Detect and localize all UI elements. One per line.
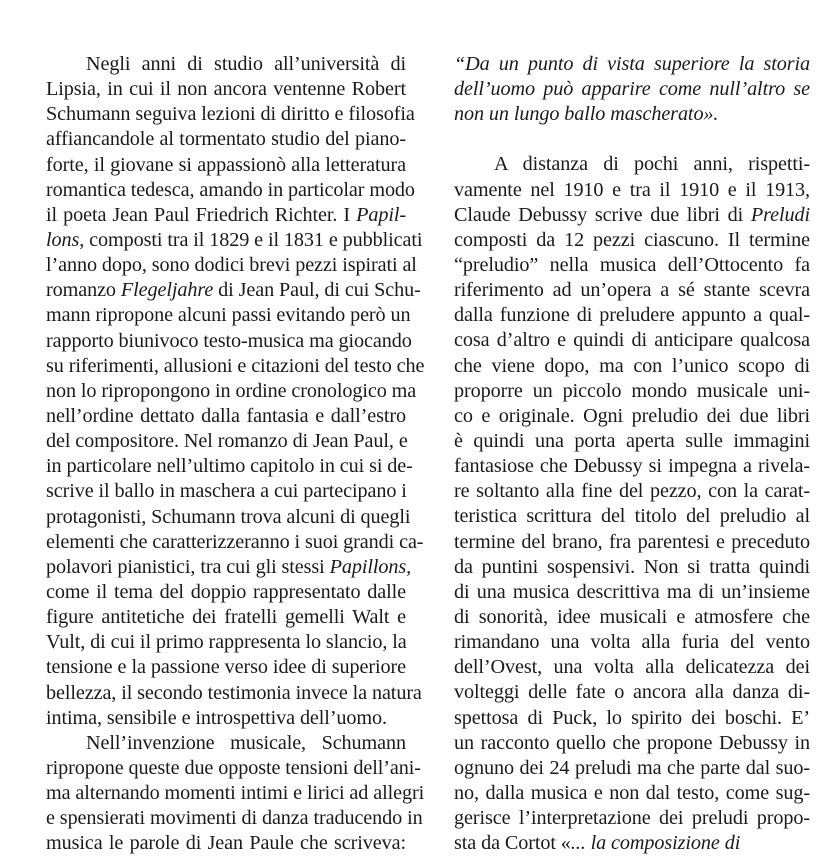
quoted-text-cortot: ... la composizione di bbox=[570, 832, 741, 855]
work-title-papillons: Papil- bbox=[356, 203, 406, 226]
text-line: dell’Ovest, una volta alla delicatezza dei bbox=[454, 656, 810, 679]
text-line: proporre un piccolo mondo musicale uni- bbox=[454, 379, 810, 402]
text-line: spettosa di Puck, lo spirito dei boschi. E’ bbox=[454, 706, 810, 729]
text-line: Negli anni di studio all’università di bbox=[86, 53, 406, 75]
text-run: di Jean Paul, di cui Schu- bbox=[213, 279, 421, 302]
text-line: vamente nel 1910 e tra il 1910 e il 1913, bbox=[454, 178, 810, 201]
text-run: romanzo bbox=[46, 279, 121, 302]
text-line: romantica tedesca, amando in particolar modo bbox=[46, 178, 415, 201]
text-line bbox=[46, 203, 406, 228]
text-line: come il tema del doppio rappresentato dalle bbox=[46, 580, 406, 603]
text-line: rimandano una volta alla furia del vento bbox=[454, 631, 810, 654]
work-title-papillons: lons bbox=[46, 228, 80, 251]
text-line: musica le parole di Jean Paule che scriveva: bbox=[46, 832, 406, 855]
text-run: , composti tra il 1829 e il 1831 e pubblicati bbox=[79, 228, 423, 251]
text-line: gerisce l’interpretazione dei preludi propo- bbox=[454, 807, 810, 830]
text-line: ma alternando momenti intimi e lirici ad allegri bbox=[46, 782, 425, 805]
text-line: in particolare nell’ultimo capitolo in cui si de- bbox=[46, 455, 413, 478]
text-line: termine del brano, fra parentesi e preceduto bbox=[454, 530, 810, 553]
text-run: sta da Cortot « bbox=[454, 832, 571, 855]
text-line: Nell’invenzione musicale, Schumann bbox=[86, 731, 406, 754]
text-line: volteggi delle fate o ancora alla danza di- bbox=[454, 681, 810, 704]
paragraph-debussy-preludes bbox=[454, 152, 810, 856]
text-line: figure antitetiche dei fratelli gemelli Walt e bbox=[46, 606, 406, 629]
text-line: ognuno dei 24 preludi ma che parte dal suo- bbox=[454, 756, 810, 779]
text-line bbox=[46, 278, 421, 303]
text-line: da puntini sospensivi. Non si tratta quindi bbox=[454, 555, 810, 578]
text-line: “preludio” nella musica dell’Ottocento fa bbox=[454, 253, 810, 276]
text-line: riferimento ad un’opera a sé stante scevra bbox=[454, 279, 810, 302]
text-run: Claude Debussy scrive due libri di bbox=[454, 203, 751, 226]
text-line: del compositore. Nel romanzo di Jean Paul, e bbox=[46, 430, 408, 453]
text-line: co e originale. Ogni preludio dei due libri bbox=[454, 404, 810, 427]
text-line: non lo ripropongono in ordine cronologico ma bbox=[46, 379, 417, 402]
text-line: cosa d’altro e quindi di anticipare qualcosa bbox=[454, 329, 810, 352]
text-line: Schumann seguiva lezioni di diritto e filosofia bbox=[46, 103, 415, 126]
text-line: scrive il ballo in maschera a cui partecipano i bbox=[46, 480, 407, 503]
text-line: Lipsia, in cui il non ancora ventenne Robert bbox=[46, 78, 406, 101]
paragraph-schumann-invention bbox=[46, 731, 425, 857]
text-line: e spensierati movimenti di danza traducendo in bbox=[46, 807, 423, 830]
text-line: l’anno dopo, sono dodici brevi pezzi ispirati al bbox=[46, 254, 417, 277]
text-line: affiancandole al tormentato studio del piano- bbox=[46, 128, 406, 151]
text-line: dalla funzione di preludere appunto a qual- bbox=[454, 304, 810, 327]
text-line bbox=[46, 555, 412, 580]
quote-line: dell’uomo può apparire come null’altro se bbox=[454, 78, 810, 101]
text-line: re soltanto alla fine del pezzo, con la carat- bbox=[454, 480, 810, 503]
text-line: un racconto quello che propone Debussy in bbox=[454, 731, 810, 754]
text-line: A distanza di pochi anni, rispetti- bbox=[494, 153, 810, 176]
paragraph-schumann-intro bbox=[46, 52, 425, 731]
text-line: intima, sensibile e introspettiva dell’uomo. bbox=[46, 706, 387, 729]
text-line: che viene dopo, ma con l’unico scopo di bbox=[454, 354, 810, 377]
text-line: ripropone queste due opposte tensioni dell’ani- bbox=[46, 756, 421, 779]
text-line: Vult, di cui il primo rappresenta lo slancio, la bbox=[46, 631, 407, 654]
quote-line: “Da un punto di vista superiore la storia bbox=[454, 53, 810, 75]
text-line: teristica scrittura del titolo del preludio al bbox=[454, 505, 810, 528]
left-column bbox=[46, 52, 425, 857]
work-title-flegeljahre: Flegeljahre bbox=[120, 279, 214, 302]
text-line: tensione e la passione verso idee di superiore bbox=[46, 656, 406, 679]
work-title-papillons: Papillons, bbox=[329, 555, 412, 578]
text-line: bellezza, il secondo testimonia invece la natura bbox=[46, 681, 422, 704]
text-line: rapporto biunivoco testo-musica ma giocando bbox=[46, 329, 412, 352]
text-line: di sonorità, idee musicali e atmosfere che bbox=[454, 605, 810, 628]
text-line: elementi che caratterizzeranno i suoi grandi ca- bbox=[46, 530, 424, 553]
text-line bbox=[46, 228, 423, 253]
text-line: composti da 12 pezzi ciascuno. Il termine bbox=[454, 228, 810, 251]
text-line: forte, il giovane si appassionò alla letteratura bbox=[46, 153, 406, 176]
quote-jean-paul bbox=[454, 52, 810, 127]
text-run: il poeta Jean Paul Friedrich Richter. I bbox=[46, 203, 357, 226]
text-line: su riferimenti, allusioni e citazioni del testo che bbox=[46, 354, 425, 377]
right-column bbox=[454, 52, 810, 856]
text-run: polavori pianistici, tra cui gli stessi bbox=[46, 555, 330, 578]
text-line bbox=[454, 203, 810, 228]
text-line: fantasiose che Debussy si impegna a rivela- bbox=[454, 455, 810, 478]
text-line: mann ripropone alcuni passi evitando però un bbox=[46, 304, 411, 327]
text-line: di una musica descrittiva ma di un’insieme bbox=[454, 580, 810, 603]
text-line: no, dalla musica e non dal testo, come sug- bbox=[454, 781, 810, 804]
paragraph-gap bbox=[454, 127, 810, 152]
text-line: nell’ordine dettato dalla fantasia e dall’estro bbox=[46, 404, 406, 427]
text-line: è quindi una porta aperta sulle immagini bbox=[454, 429, 810, 452]
text-line: protagonisti, Schumann trova alcuni di quegli bbox=[46, 505, 411, 528]
quote-line: non un lungo ballo mascherato». bbox=[454, 103, 719, 126]
text-line bbox=[454, 831, 810, 856]
work-title-preludi: Preludi bbox=[750, 203, 810, 226]
